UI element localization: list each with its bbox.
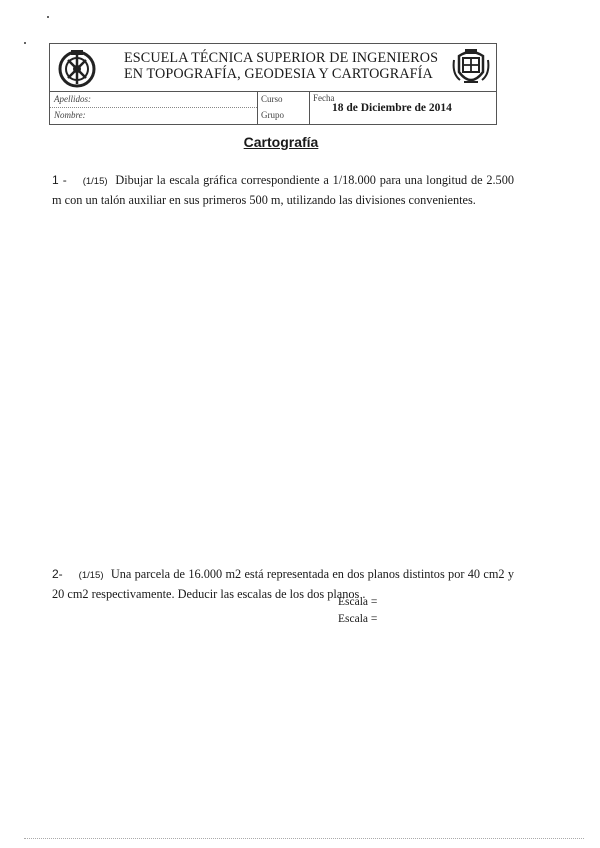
school-name-line2: EN TOPOGRAFÍA, GEODESIA Y CARTOGRAFÍA [124, 66, 433, 82]
answer-scale-2: Escala = [338, 613, 378, 625]
scan-edge-line [24, 838, 584, 839]
page-title: Cartografía [243, 134, 319, 150]
exam-header [49, 43, 497, 125]
nombre-label: Nombre: [54, 110, 86, 120]
scan-speck [24, 42, 26, 44]
school-crest-icon [56, 48, 98, 88]
course-field[interactable] [258, 91, 310, 125]
curso-label: Curso [261, 94, 283, 104]
grupo-label: Grupo [261, 110, 284, 120]
school-name-line1: ESCUELA TÉCNICA SUPERIOR DE INGENIEROS [124, 50, 439, 66]
apellidos-label: Apellidos: [54, 94, 91, 104]
school-name [124, 50, 438, 82]
question-number: 2- [52, 567, 63, 581]
field-divider [50, 107, 257, 108]
exam-date: 18 de Diciembre de 2014 [332, 102, 452, 114]
question-2 [52, 565, 514, 603]
question-number: 1 - [52, 173, 67, 187]
scan-speck [47, 16, 49, 18]
question-points: (1/15) [82, 176, 108, 187]
question-text: Dibujar la escala gráfica correspondiente a 1/18.000 para una longitud de 2.500 m con un talón auxiliar en sus primeros 500 m, utilizando las divisiones convenientes. [52, 173, 515, 207]
university-crest-icon [451, 46, 491, 90]
question-1 [52, 171, 514, 209]
name-field[interactable] [50, 91, 258, 125]
answer-scale-1: Escala = [338, 596, 378, 608]
question-text: Una parcela de 16.000 m2 está representada en dos planos distintos por 40 cm2 y 20 cm2 respectivamente. Deducir las escalas de los dos planos . [52, 567, 514, 601]
date-field [310, 91, 496, 125]
header-title-row [50, 44, 496, 92]
question-points: (1/15) [78, 570, 104, 581]
fecha-label: Fecha [313, 93, 335, 103]
header-fields-row [50, 91, 496, 125]
